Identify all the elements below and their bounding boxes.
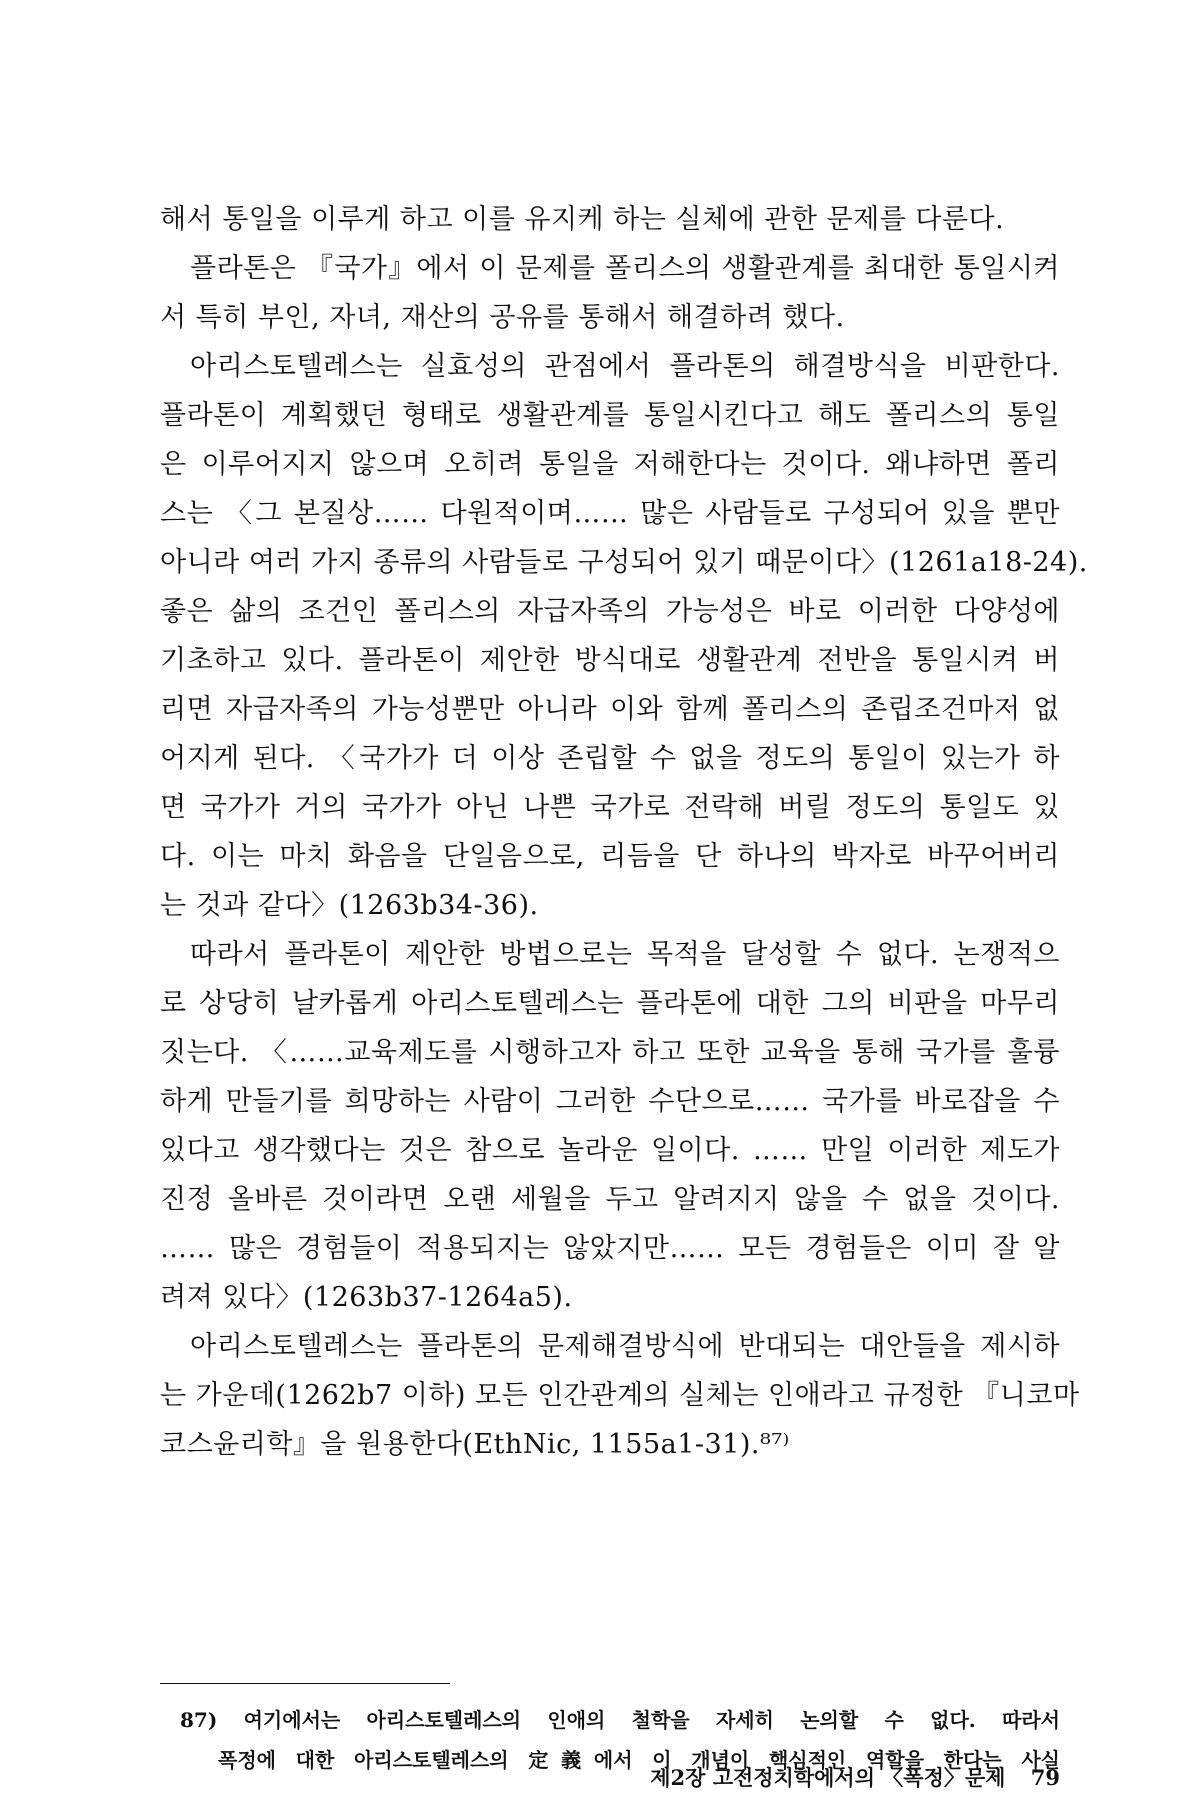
footnote-line: 87) 여기에서는 아리스토텔레스의 인애의 철학을 자세히 논의할 수 없다. 따라서 <box>180 1708 1060 1732</box>
text-line: 있다고 생각했다는 것은 참으로 놀라운 일이다. …… 만일 이러한 제도가 <box>160 1135 1060 1166</box>
footer-chapter-title: 제2장 고전정치학에서의 〈폭정〉문제 <box>650 1765 1006 1790</box>
text-line: 좋은 삶의 조건인 폴리스의 자급자족의 가능성은 바로 이러한 다양성에 <box>160 596 1060 627</box>
text-line: 스는 〈그 본질상…… 다원적이며…… 많은 사람들로 구성되어 있을 뿐만 <box>160 498 1060 529</box>
text-line: 어지게 된다. 〈국가가 더 이상 존립할 수 없을 정도의 통일이 있는가 하 <box>160 743 1060 774</box>
text-line: …… 많은 경험들이 적용되지는 않았지만…… 모든 경험들은 이미 잘 알 <box>160 1233 1060 1264</box>
text-line: 아니라 여러 가지 종류의 사람들로 구성되어 있기 때문이다〉(1261a18-24). <box>160 547 1088 578</box>
text-line: 따라서 플라톤이 제안한 방법으로는 목적을 달성할 수 없다. 논쟁적으 <box>190 939 1060 970</box>
text-line: 면 국가가 거의 국가가 아닌 나쁜 국가로 전락해 버릴 정도의 통일도 있 <box>160 792 1060 823</box>
text-line: 코스윤리학』을 원용한다(EthNic, 1155a1-31).⁸⁷⁾ <box>160 1429 790 1460</box>
text-line: 아리스토텔레스는 플라톤의 문제해결방식에 반대되는 대안들을 제시하 <box>190 1331 1060 1362</box>
text-line: 다. 이는 마치 화음을 단일음으로, 리듬을 단 하나의 박자로 바꾸어버리 <box>160 841 1060 872</box>
text-line: 기초하고 있다. 플라톤이 제안한 방식대로 생활관계 전반을 통일시켜 버 <box>160 645 1060 676</box>
footnote-separator <box>160 1683 450 1684</box>
running-footer <box>650 1762 1060 1792</box>
text-line: 플라톤이 계획했던 형태로 생활관계를 통일시킨다고 해도 폴리스의 통일 <box>160 400 1060 431</box>
text-line: 려져 있다〉(1263b37-1264a5). <box>160 1282 573 1313</box>
text-line: 진정 올바른 것이라면 오랜 세월을 두고 알려지지 않을 수 없을 것이다. <box>160 1184 1060 1215</box>
text-line: 아리스토텔레스는 실효성의 관점에서 플라톤의 해결방식을 비판한다. <box>190 351 1060 382</box>
text-line: 플라톤은 『국가』에서 이 문제를 폴리스의 생활관계를 최대한 통일시켜 <box>190 253 1060 284</box>
text-line: 서 특히 부인, 자녀, 재산의 공유를 통해서 해결하려 했다. <box>160 302 845 333</box>
text-line: 하게 만들기를 희망하는 사람이 그러한 수단으로…… 국가를 바로잡을 수 <box>160 1086 1060 1117</box>
text-line: 짓는다. 〈……교육제도를 시행하고자 하고 또한 교육을 통해 국가를 훌륭 <box>160 1037 1060 1068</box>
page-number: 79 <box>1030 1765 1060 1790</box>
text-line: 는 가운데(1262b7 이하) 모든 인간관계의 실체는 인애라고 규정한 『니코마 <box>160 1380 1080 1411</box>
text-line: 은 이루어지지 않으며 오히려 통일을 저해한다는 것이다. 왜냐하면 폴리 <box>160 449 1060 480</box>
text-line: 리면 자급자족의 가능성뿐만 아니라 이와 함께 폴리스의 존립조건마저 없 <box>160 694 1060 725</box>
body-text <box>160 195 1088 1469</box>
text-line: 는 것과 같다〉(1263b34-36). <box>160 890 539 921</box>
text-line: 로 상당히 날카롭게 아리스토텔레스는 플라톤에 대한 그의 비판을 마무리 <box>160 988 1060 1019</box>
footnote-line: 폭정에 대한 아리스토텔레스의 定義에서 이 개념이 핵심적인 역할을 한다는 사실 <box>218 1748 1060 1772</box>
text-line: 해서 통일을 이루게 하고 이를 유지케 하는 실체에 관한 문제를 다룬다. <box>160 204 1005 235</box>
